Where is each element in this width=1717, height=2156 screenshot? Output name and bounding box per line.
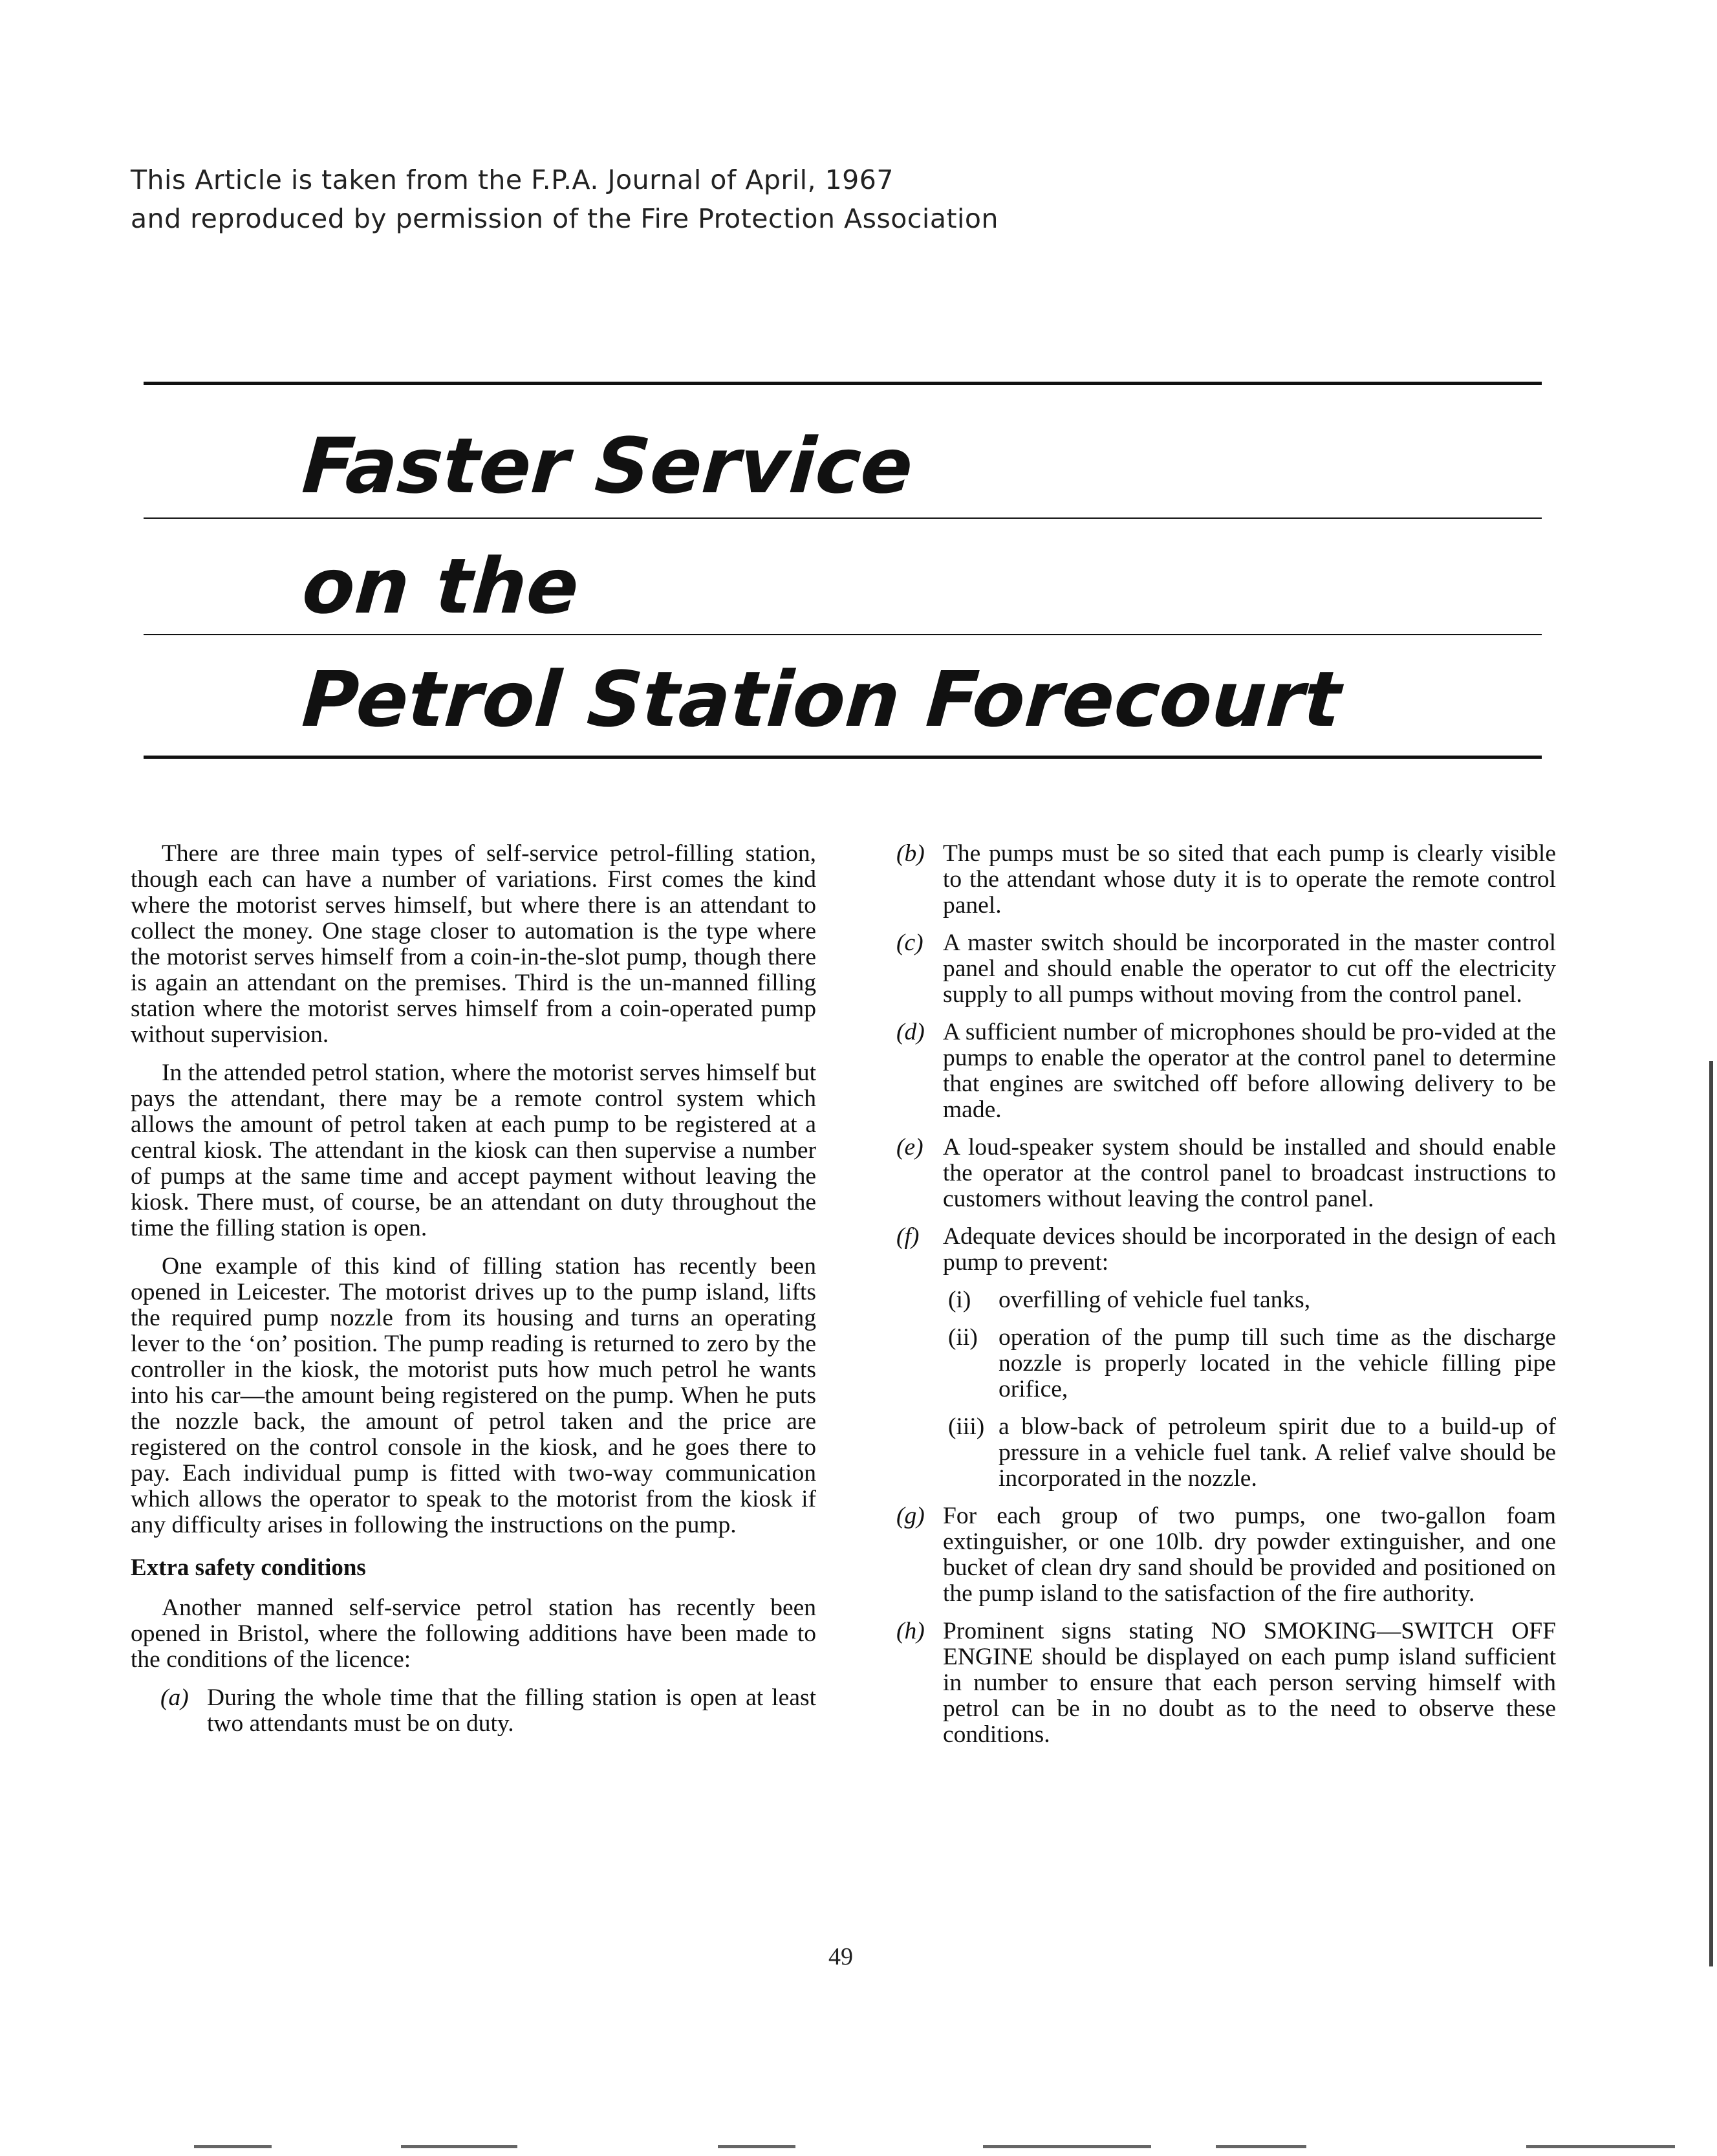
item-text: A sufficient number of microphones should be pro-vided at the pumps to enable the operator at the control panel to determine that engines are switched off before allowing delivery to be made. [943, 1019, 1556, 1123]
section-heading: Extra safety conditions [131, 1554, 366, 1581]
paragraph-attended-station: In the attended petrol station, where the motorist serves himself but pays the attendant, there may be a remote control system which allows the amount of petrol taken at each pump to be registered at a central kiosk. The attendant in the kiosk can then supervise a number of pumps at the same time and accept payment without leaving the kiosk. There must, of course, be an attendant on duty throughout the time the filling station is open. [131, 1060, 816, 1241]
source-note [131, 160, 1295, 238]
sub-item-label: (iii) [948, 1413, 985, 1440]
item-label: (c) [896, 930, 923, 956]
right-column [896, 841, 1556, 1759]
scan-artifact [983, 2145, 1151, 2148]
item-text: Prominent signs stating NO SMOKING—SWITCH OFF ENGINE should be displayed on each pump island sufficient in number to ensure that each person serving himself with petrol can be in no doubt as to the need to observe these conditions. [943, 1618, 1556, 1748]
condition-item-a [131, 1685, 816, 1737]
sub-item-label: (ii) [948, 1324, 978, 1351]
item-text: For each group of two pumps, one two-gallon foam extinguisher, or one 10lb. dry powder extinguisher, and one bucket of clean dry sand should be provided and positioned on the pump island to the satisfaction of the fire authority. [943, 1503, 1556, 1607]
item-label: (a) [160, 1684, 189, 1711]
condition-item-d [896, 1019, 1556, 1123]
scan-edge-shadow [1709, 1061, 1713, 1966]
title-divider-2 [144, 634, 1542, 635]
source-note-line-1: This Article is taken from the F.P.A. Journal of April, 1967 [131, 164, 894, 195]
title-line-3: Petrol Station Forecourt [299, 655, 1344, 744]
left-column [131, 841, 816, 1748]
item-label: (d) [896, 1019, 925, 1045]
item-text: Adequate devices should be incorporated in the design of each pump to prevent: [943, 1223, 1556, 1276]
sub-item-ii [896, 1325, 1556, 1402]
page-number: 49 [828, 1943, 853, 1970]
title-divider-1 [144, 517, 1542, 519]
item-text: A loud-speaker system should be installed and should enable the operator at the control panel to broadcast instructions to customers without leaving the control panel. [943, 1134, 1556, 1212]
condition-item-e [896, 1135, 1556, 1212]
paragraph-bristol: Another manned self-service petrol station has recently been opened in Bristol, where the following additions have been made to the conditions of the licence: [131, 1595, 816, 1673]
title-bottom-rule [144, 756, 1542, 759]
item-label: (e) [896, 1134, 923, 1160]
item-label: (b) [896, 840, 925, 867]
sub-item-label: (i) [948, 1287, 971, 1313]
paragraph-intro: There are three main types of self-service petrol-filling station, though each can have a number of variations. First comes the kind where the motorist serves himself, but where there is an attendant to collect the money. One stage closer to automation is the type where the motorist serves himself from a coin-in-the-slot pump, though there is again an attendant on the premises. Third is the un-manned filling station where the motorist serves himself from a coin-operated pump without supervision. [131, 840, 816, 1048]
scan-artifact [401, 2145, 517, 2148]
item-label: (f) [896, 1223, 920, 1250]
sub-item-text: a blow-back of petroleum spirit due to a build-up of pressure in a vehicle fuel tank. A relief valve should be incorporated in the nozzle. [999, 1413, 1556, 1492]
sub-item-iii [896, 1414, 1556, 1492]
item-text: During the whole time that the filling station is open at least two attendants must be on duty. [207, 1684, 816, 1737]
title-line-1: Faster Service [299, 421, 916, 510]
scan-artifact [1216, 2145, 1306, 2148]
condition-item-b [896, 841, 1556, 919]
sub-item-text: overfilling of vehicle fuel tanks, [999, 1287, 1311, 1313]
condition-item-f [896, 1224, 1556, 1276]
scan-artifact [1526, 2145, 1675, 2148]
title-top-rule [144, 382, 1542, 385]
paragraph-leicester-example: One example of this kind of filling station has recently been opened in Leicester. The motorist drives up to the pump island, lifts the required pump nozzle from its housing and turns an operating lever to the ‘on’ position. The pump reading is returned to zero by the controller in the kiosk, the motorist puts how much petrol he wants into his car—the amount being registered on the pump. When he puts the nozzle back, the amount of petrol taken and the price are registered on the control console in the kiosk, and he goes there to pay. Each individual pump is fitted with two-way communication which allows the operator to speak to the motorist from the kiosk if any difficulty arises in following the instructions on the pump. [131, 1253, 816, 1538]
item-text: A master switch should be incorporated in the master control panel and should enable the operator to cut off the electricity supply to all pumps without moving from the control panel. [943, 930, 1556, 1008]
item-text: The pumps must be so sited that each pump is clearly visible to the attendant whose duty it is to operate the remote control panel. [943, 840, 1556, 919]
source-note-line-2: and reproduced by permission of the Fire Protection Association [131, 203, 999, 234]
item-label: (g) [896, 1503, 925, 1529]
scan-artifact [718, 2145, 795, 2148]
scan-artifact [194, 2145, 272, 2148]
title-line-2: on the [299, 541, 582, 631]
sub-item-text: operation of the pump till such time as the discharge nozzle is properly located in the vehicle filling pipe orifice, [999, 1324, 1556, 1402]
sub-item-i [896, 1287, 1556, 1313]
item-label: (h) [896, 1618, 925, 1644]
condition-item-h [896, 1618, 1556, 1748]
condition-item-c [896, 930, 1556, 1008]
condition-item-g [896, 1503, 1556, 1607]
